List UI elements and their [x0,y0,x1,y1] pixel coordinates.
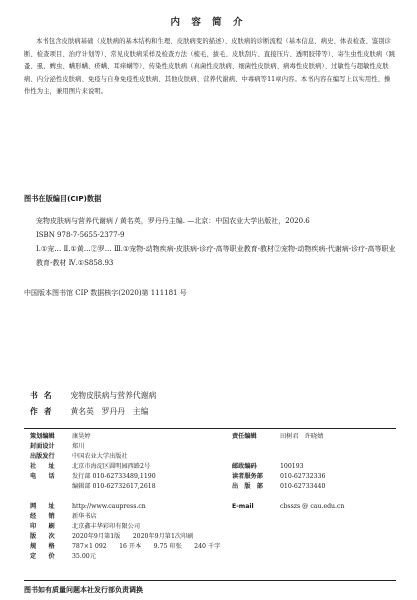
phone-label: 电 话 [30,473,55,480]
publisher-label: 出版发行 [30,453,55,460]
price-label: 定 价 [30,553,55,560]
book-author-row [30,406,148,417]
cover-label: 封面设计 [30,443,55,450]
cip-isbn: ISBN 978-7-5655-2377-9 [36,231,125,239]
phone-editorial: 编辑部 010-62732617,2618 [72,483,156,490]
intro-body: 本书包含皮肤病基础（皮肤病的基本结构和生理、皮肤病变的描述）、皮肤病的诊断流程（基本信息、病史、体表检查、鉴别诊断、检查项目、治疗计划等）、常见皮肤病采样及检查方法（梳毛、拔毛、皮肤刮片、直接压片、透明胶带等）、寄生虫性皮肤病（跳蚤、虱、蜱虫、螨形螨、疥螨、耳痒螨等）、传染性皮肤病（真菌性皮肤病、细菌性皮肤病、病毒性皮肤病）、过敏性与超敏性皮肤病、内分泌性皮肤病、免疫与自身免疫性皮肤病、其他皮肤病、营养代谢病、中毒病等11章内容。本书内容在编写上以实用性、操作性为主，兼用图片来说明。 [24,38,396,96]
email: cbsszs @ cau.edu.cn [280,503,345,510]
reader-label: 读者服务部 [232,473,263,480]
book-author-label: 作者 [30,407,58,416]
edition-label: 版 次 [30,533,55,540]
address: 北京市海淀区圆明园西路2号 [72,463,151,470]
cip-classification: Ⅰ.①宠… Ⅱ.①黄…②罗… Ⅲ.①宠物-动物疾病-皮肤病-诊疗-高等职业教育-教材②宠物-动物疾病-代谢病-诊疗-高等职业教育-教材 Ⅳ.①S858.93 [36,245,396,267]
website: http://www.caupress.cn [72,503,146,510]
pubdept-row [232,482,325,492]
distributor: 新华书店 [72,513,97,520]
email-label: E-mail [232,503,254,510]
book-title: 宠物皮肤病与营养代谢病 [70,391,157,400]
planning-label: 策划编辑 [30,433,55,440]
publisher: 中国农业大学出版社 [72,453,128,460]
responsible-editor: 田树君 许晓婧 [280,433,324,440]
distributor-label: 经 销 [30,513,55,520]
bottom-divider [24,580,396,581]
pubdept-label: 出 版 部 [232,483,263,490]
printer-label: 印 刷 [30,523,55,530]
price: 35.00元 [72,553,96,560]
book-author: 黄名英 罗丹丹 主编 [70,407,149,416]
spec-label: 规 格 [30,543,55,550]
quality-notice: 图书如有质量问题本社发行部负责调换 [24,586,143,594]
reader-phone: 010-62732336 [280,473,326,480]
edition: 2020年9月第1版 2020年9月第1次印刷 [72,533,194,540]
book-title-row [30,390,156,401]
top-divider [24,428,396,429]
postcode-label: 邮政编码 [232,463,257,470]
cip-citation: 宠物皮肤病与营养代谢病 / 黄名英，罗丹丹主编. —北京：中国农业大学出版社，2020.6 [36,217,310,225]
reader-row [232,472,325,482]
intro-title: 内 容 简 介 [170,17,247,28]
phone-distribution: 发行部 010-62733489,1190 [72,473,156,480]
pubdept-phone: 010-62733440 [280,483,326,490]
book-title-label: 书名 [30,391,58,400]
editor-row [232,432,323,442]
cip-line1 [36,214,401,242]
web-label: 网 址 [30,503,55,510]
specification: 787×1 092 16 开本 9.75 印张 240 千字 [72,543,221,550]
address-label: 社 址 [30,463,55,470]
credits-left [30,432,220,562]
editor-label: 责任编辑 [232,433,257,440]
postcode-row [232,462,304,472]
email-row [232,502,344,512]
cip-record: 中国版本图书馆 CIP 数据核字(2020)第 111181 号 [24,289,187,297]
cover-designer: 郑川 [72,443,85,450]
cip-heading: 图书在版编目(CIP)数据 [24,194,102,203]
planning-editor: 康昊婷 [72,433,91,440]
printer: 北京鑫丰华彩印有限公司 [72,523,141,530]
postcode: 100193 [280,463,304,470]
